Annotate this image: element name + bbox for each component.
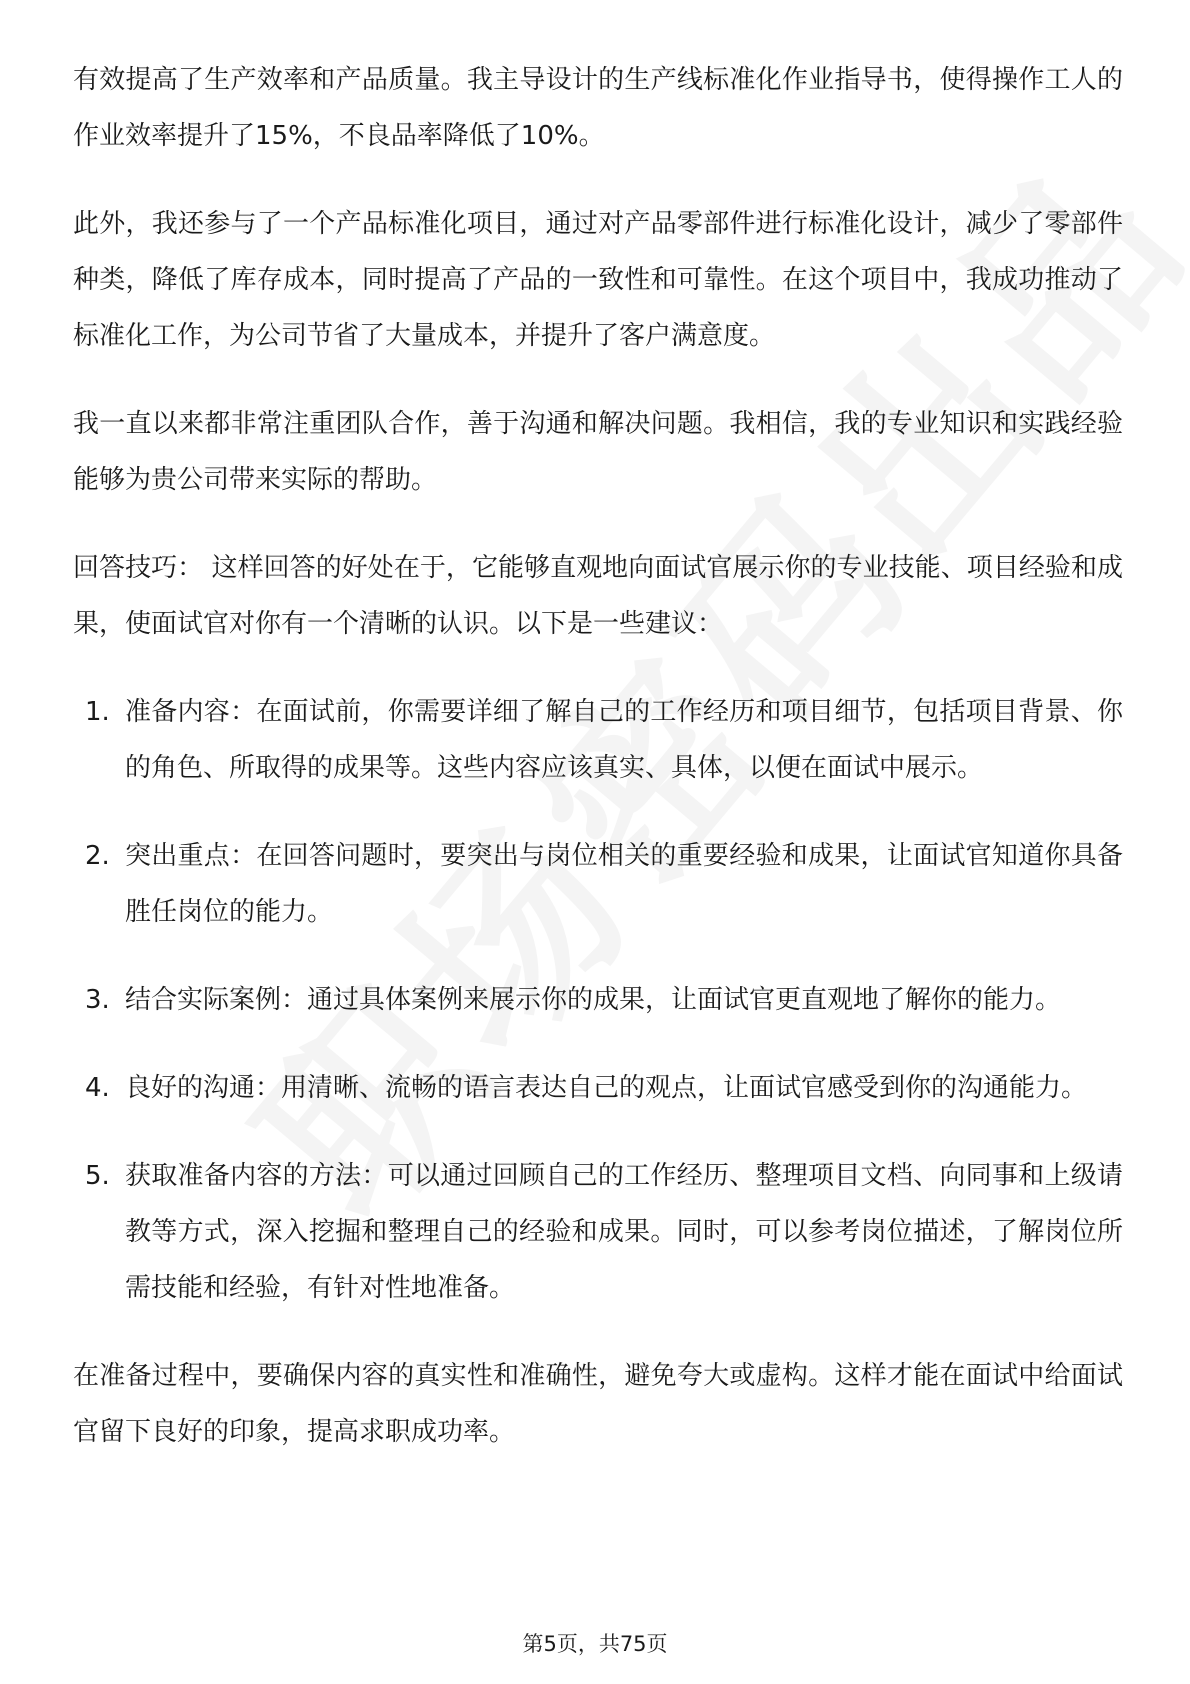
list-number: 1. [85, 697, 110, 727]
list-text: 准备内容：在面试前，你需要详细了解自己的工作经历和项目细节，包括项目背景、你的角色、所取得的成果等。这些内容应该真实、具体，以便在面试中展示。 [125, 697, 1123, 783]
list-number: 4. [85, 1073, 110, 1103]
tips-list [73, 684, 1123, 1316]
list-text: 获取准备内容的方法：可以通过回顾自己的工作经历、整理项目文档、向同事和上级请教等方式，深入挖掘和整理自己的经验和成果。同时，可以参考岗位描述，了解岗位所需技能和经验，有针对性地准备。 [125, 1161, 1123, 1303]
page-number: 第5页，共75页 [522, 1632, 668, 1656]
list-item [73, 684, 1123, 796]
list-text: 良好的沟通：用清晰、流畅的语言表达自己的观点，让面试官感受到你的沟通能力。 [125, 1073, 1088, 1103]
list-item [73, 972, 1123, 1028]
page-footer [0, 1628, 1190, 1658]
list-item [73, 1060, 1123, 1116]
list-item [73, 1148, 1123, 1316]
list-text: 突出重点：在回答问题时，要突出与岗位相关的重要经验和成果，让面试官知道你具备胜任岗位的能力。 [125, 841, 1123, 927]
list-number: 5. [85, 1161, 110, 1191]
list-text: 结合实际案例：通过具体案例来展示你的成果，让面试官更直观地了解你的能力。 [125, 985, 1062, 1015]
document-body [73, 52, 1123, 1492]
paragraph-conclusion: 在准备过程中，要确保内容的真实性和准确性，避免夸大或虚构。这样才能在面试中给面试官留下良好的印象，提高求职成功率。 [73, 1361, 1123, 1447]
list-item [73, 828, 1123, 940]
paragraph-efficiency: 有效提高了生产效率和产品质量。我主导设计的生产线标准化作业指导书，使得操作工人的作业效率提升了15%，不良品率降低了10%。 [73, 65, 1123, 151]
list-number: 2. [85, 841, 110, 871]
paragraph-standardization-project: 此外，我还参与了一个产品标准化项目，通过对产品零部件进行标准化设计，减少了零部件种类，降低了库存成本，同时提高了产品的一致性和可靠性。在这个项目中，我成功推动了标准化工作，为公司节省了大量成本，并提升了客户满意度。 [73, 209, 1123, 351]
paragraph-answer-tips: 回答技巧： 这样回答的好处在于，它能够直观地向面试官展示你的专业技能、项目经验和成果，使面试官对你有一个清晰的认识。以下是一些建议： [73, 553, 1123, 639]
paragraph-teamwork: 我一直以来都非常注重团队合作，善于沟通和解决问题。我相信，我的专业知识和实践经验能够为贵公司带来实际的帮助。 [73, 409, 1123, 495]
list-number: 3. [85, 985, 110, 1015]
